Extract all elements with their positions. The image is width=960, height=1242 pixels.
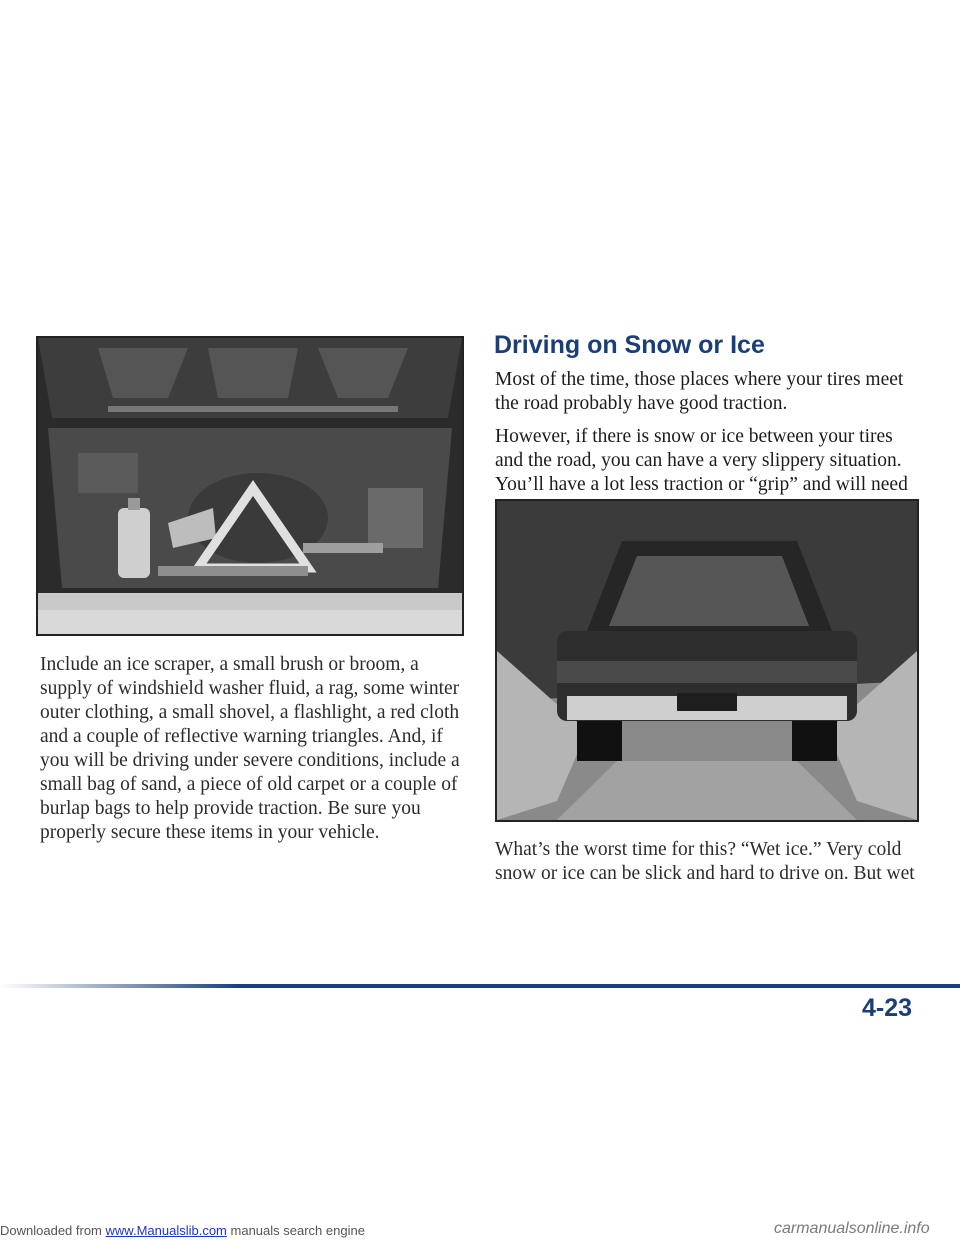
site-watermark: carmanualsonline.info: [774, 1220, 930, 1237]
car-on-snow-illustration: [495, 499, 919, 822]
footer-suffix: manuals search engine: [230, 1223, 365, 1238]
wet-ice-paragraph: What’s the worst time for this? “Wet ice.” Very cold snow or ice can be slick and hard to drive on. But wet: [495, 839, 915, 884]
traction-paragraph: Most of the time, those places where your tires meet the road probably have good traction.: [495, 369, 904, 414]
page-rule: [0, 984, 960, 988]
page-number: 4-23: [862, 994, 913, 1022]
download-footer: [0, 1223, 365, 1238]
manualslib-link[interactable]: www.Manualslib.com: [105, 1223, 227, 1238]
trunk-illustration: [36, 336, 464, 636]
footer-prefix: Downloaded from: [0, 1223, 102, 1238]
trunk-kit-paragraph: Include an ice scraper, a small brush or broom, a supply of windshield washer fluid, a rag, some winter outer clothing, a small shovel, a flashlight, a red cloth and a couple of reflective warning triangles. And, if you will be driving under severe conditions, include a small bag of sand, a piece of old carpet or a couple of burlap bags to help provide traction. Be sure you properly secure these items in your vehicle.: [40, 654, 460, 843]
slippery-paragraph: However, if there is snow or ice between your tires and the road, you can have a very slippery situation. You’ll have a lot less traction or “grip” and will need: [495, 426, 908, 495]
section-heading: Driving on Snow or Ice: [494, 331, 765, 359]
